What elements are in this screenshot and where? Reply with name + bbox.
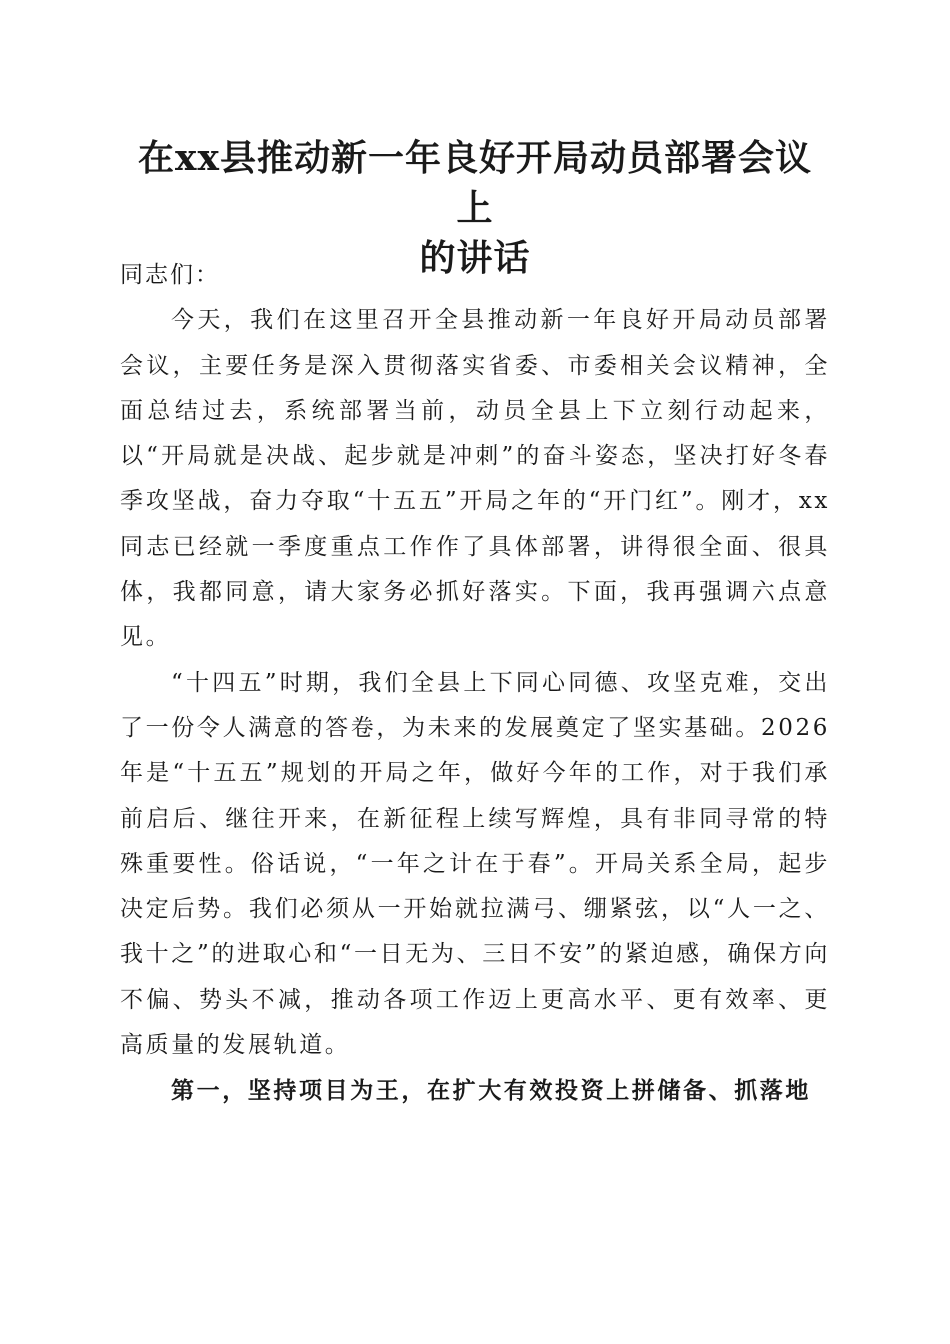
paragraph-opening: 今天，我们在这里召开全县推动新一年良好开局动员部署会议，主要任务是深入贯彻落实省委、市委相关会议精神，全面总结过去，系统部署当前，动员全县上下立刻行动起来，以“开局就是决战、起步就是冲刺”的奋斗姿态，坚决打好冬春季攻坚战，奋力夺取“十五五”开局之年的“开门红”。刚才，xx同志已经就一季度重点工作作了具体部署，讲得很全面、很具体，我都同意，请大家务必抓好落实。下面，我再强调六点意见。 xyxy=(120,307,830,651)
document-body xyxy=(120,253,830,1114)
section-heading-first: 第一，坚持项目为王，在扩大有效投资上拼储备、抓落地 xyxy=(171,1077,811,1105)
title-line-2: 的讲话 xyxy=(419,237,531,279)
title-line-1: 在xx县推动新一年良好开局动员部署会议上 xyxy=(138,137,812,229)
salutation: 同志们： xyxy=(120,262,220,288)
paragraph-context: “十四五”时期，我们全县上下同心同德、攻坚克难，交出了一份令人满意的答卷，为未来的发展奠定了坚实基础。2026年是“十五五”规划的开局之年，做好今年的工作，对于我们承前启后、继往开来，在新征程上续写辉煌，具有非同寻常的特殊重要性。俗话说，“一年之计在于春”。开局关系全局，起步决定后势。我们必须从一开始就拉满弓、绷紧弦，以“人一之、我十之”的进取心和“一日无为、三日不安”的紧迫感，确保方向不偏、势头不减，推动各项工作迈上更高水平、更有效率、更高质量的发展轨道。 xyxy=(120,669,830,1059)
